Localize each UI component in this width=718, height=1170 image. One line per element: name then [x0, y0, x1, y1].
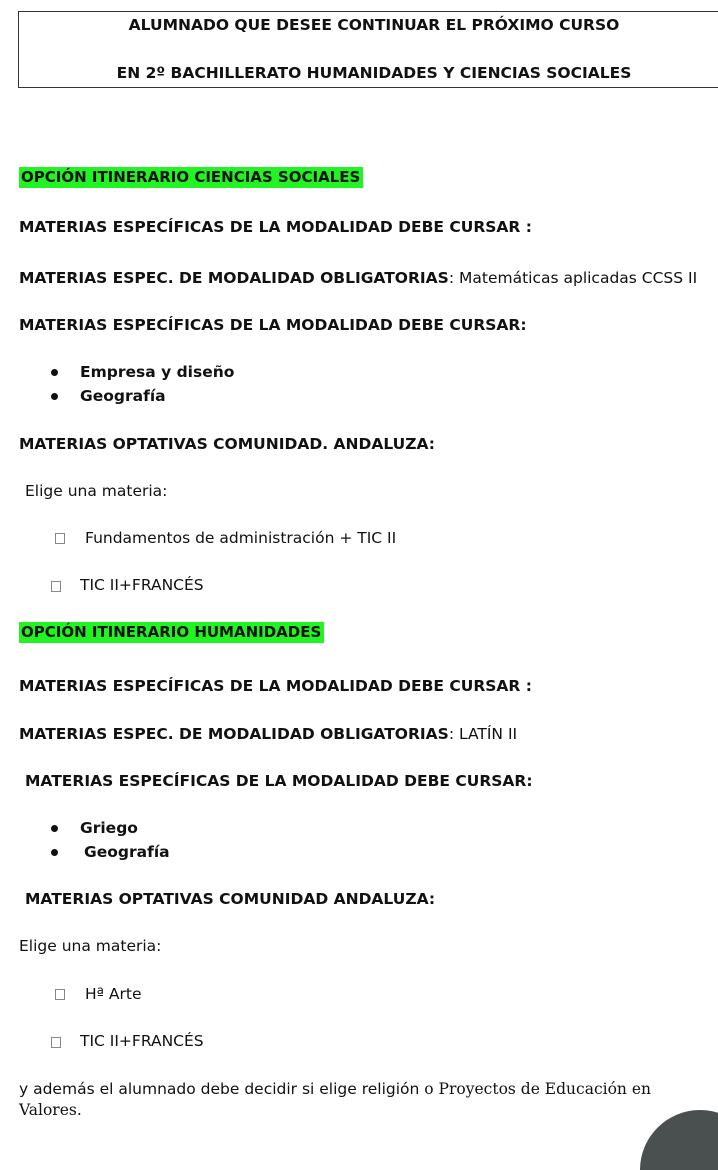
hum-obligatorias-value: : LATÍN II: [448, 725, 518, 743]
ccss-bullet-item-2: Geografía: [80, 387, 166, 405]
corner-overlay-shape: [640, 1110, 718, 1170]
ccss-elige-label: Elige una materia:: [25, 482, 168, 500]
footer-line-2: Valores.: [19, 1101, 82, 1119]
hum-option-2-checkbox[interactable]: [51, 1037, 61, 1048]
ccss-optativas-header: MATERIAS OPTATIVAS COMUNIDAD. ANDALUZA:: [19, 435, 435, 453]
bullet-icon: [51, 393, 58, 400]
hum-title-highlight: OPCIÓN ITINERARIO HUMANIDADES: [19, 622, 324, 643]
hum-option-1-label: Hª Arte: [85, 985, 142, 1003]
bullet-icon: [51, 849, 58, 856]
hum-option-1-checkbox[interactable]: [55, 989, 65, 1000]
hum-optativas-header: MATERIAS OPTATIVAS COMUNIDAD ANDALUZA:: [25, 890, 436, 908]
hum-bullet-item-2: Geografía: [84, 843, 170, 861]
hum-especificas-header: MATERIAS ESPECÍFICAS DE LA MODALIDAD DEBE CURSAR :: [19, 677, 532, 695]
bullet-icon: [51, 825, 58, 832]
hum-especificas-header-2: MATERIAS ESPECÍFICAS DE LA MODALIDAD DEBE CURSAR:: [25, 772, 533, 790]
ccss-title-highlight: OPCIÓN ITINERARIO CIENCIAS SOCIALES: [19, 167, 363, 188]
ccss-option-2-label: TIC II+FRANCÉS: [80, 576, 204, 594]
bullet-icon: [51, 369, 58, 376]
ccss-section-title: [19, 167, 363, 186]
ccss-obligatorias-value: : Matemáticas aplicadas CCSS II: [448, 269, 698, 287]
ccss-bullet-item-1: Empresa y diseño: [80, 363, 235, 381]
hum-elige-label: Elige una materia:: [19, 937, 162, 955]
ccss-especificas-header: MATERIAS ESPECÍFICAS DE LA MODALIDAD DEBE CURSAR :: [19, 218, 532, 236]
footer-text-sans: y además el alumnado debe decidir si elige religión: [19, 1080, 425, 1098]
header-box: [18, 11, 718, 88]
ccss-obligatorias-label: MATERIAS ESPEC. DE MODALIDAD OBLIGATORIAS: [19, 269, 449, 287]
ccss-obligatorias-line: [19, 268, 697, 287]
hum-section-title: [19, 622, 324, 641]
hum-obligatorias-line: [19, 724, 517, 743]
ccss-especificas-header-2: MATERIAS ESPECÍFICAS DE LA MODALIDAD DEBE CURSAR:: [19, 316, 527, 334]
hum-obligatorias-label: MATERIAS ESPEC. DE MODALIDAD OBLIGATORIAS: [19, 725, 449, 743]
hum-option-2-label: TIC II+FRANCÉS: [80, 1032, 204, 1050]
header-line-2: EN 2º BACHILLERATO HUMANIDADES Y CIENCIAS SOCIALES: [116, 64, 632, 82]
ccss-option-1-label: Fundamentos de administración + TIC II: [85, 529, 397, 547]
footer-line-1: [19, 1079, 651, 1098]
header-line-1: ALUMNADO QUE DESEE CONTINUAR EL PRÓXIMO CURSO: [128, 16, 620, 34]
hum-bullet-item-1: Griego: [80, 819, 138, 837]
footer-text-serif: o Proyectos de Educación en: [424, 1080, 651, 1098]
ccss-option-1-checkbox[interactable]: [55, 533, 65, 544]
ccss-option-2-checkbox[interactable]: [51, 581, 61, 592]
